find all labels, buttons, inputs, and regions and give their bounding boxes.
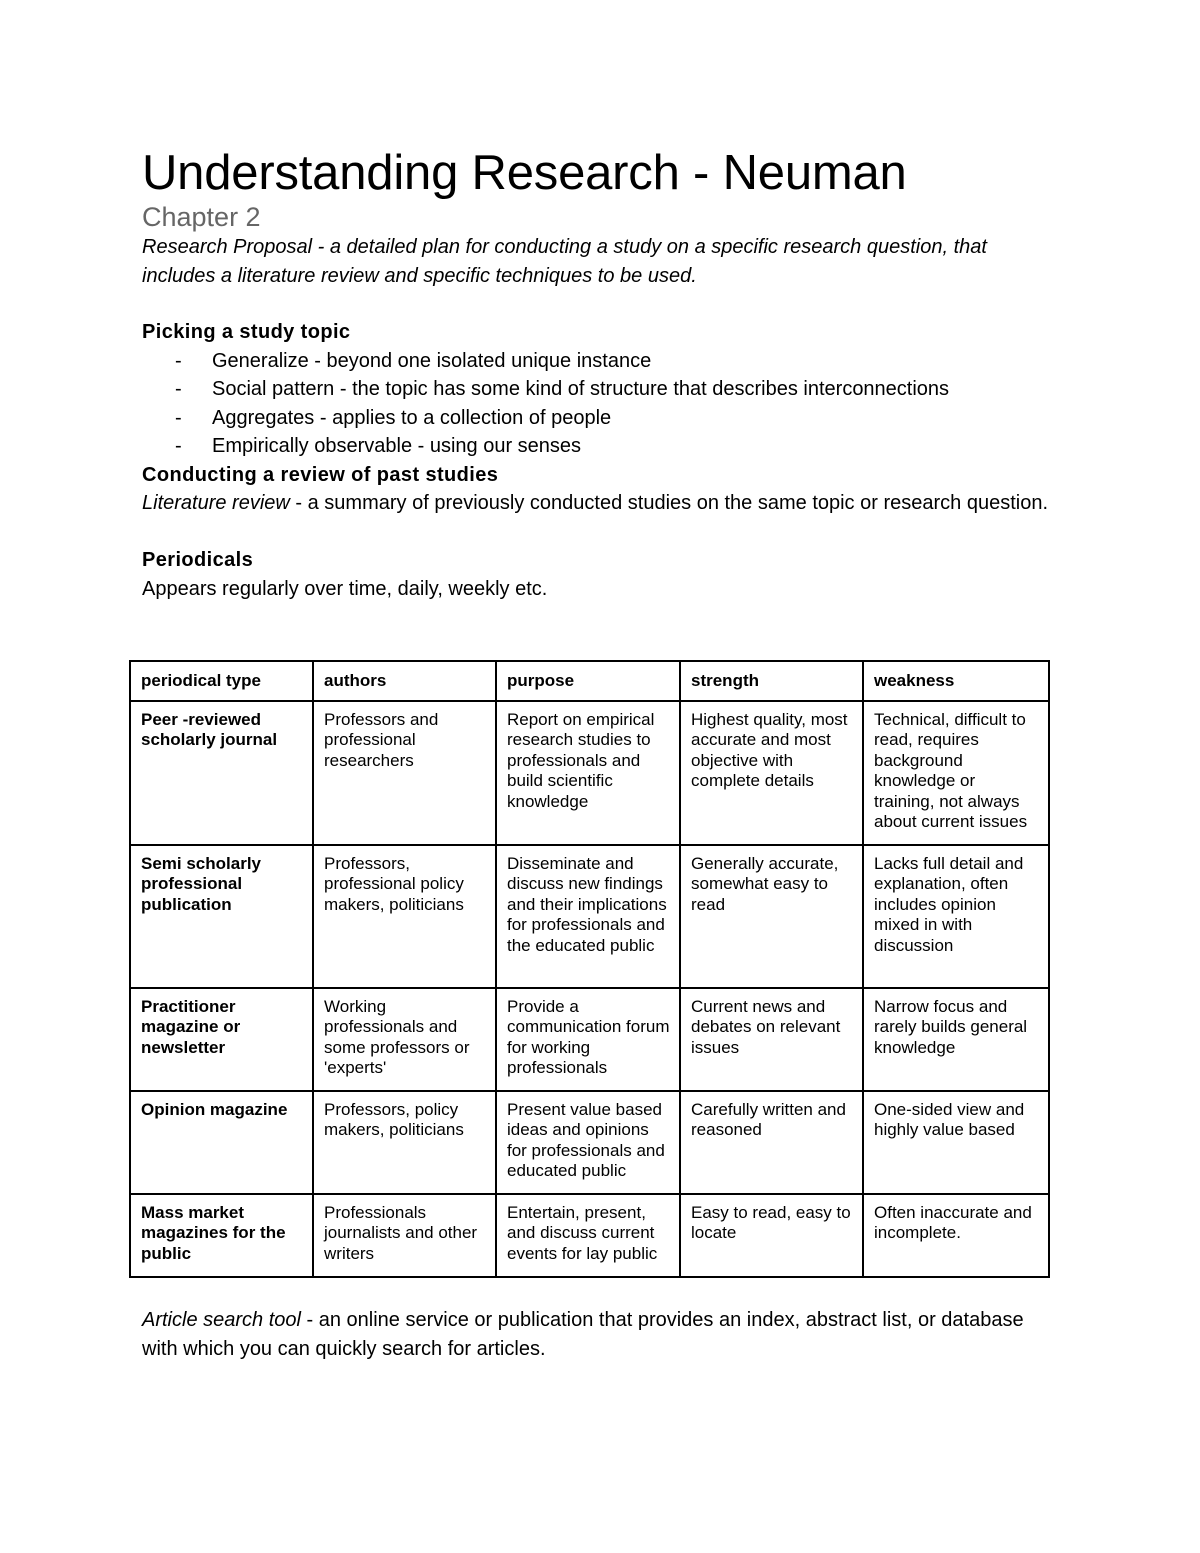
article-search-definition (142, 1306, 1062, 1363)
table-cell-strength: Easy to read, easy to locate (680, 1194, 863, 1277)
content-block (142, 318, 1062, 603)
table-cell-authors: Professors and professional researchers (313, 701, 496, 845)
dash-bullet: - (175, 378, 182, 400)
research-proposal-term: Research Proposal (142, 236, 313, 258)
table-row (130, 988, 1049, 1091)
header-cell-purpose: purpose (496, 661, 680, 701)
table-cell-purpose: Disseminate and discuss new findings and their implications for professionals and the educated public (496, 845, 680, 988)
table-row (130, 845, 1049, 988)
table-row (130, 701, 1049, 845)
table-cell-strength: Carefully written and reasoned (680, 1091, 863, 1194)
dash-bullet: - (175, 406, 182, 429)
table-cell-weakness: Often inaccurate and incomplete. (863, 1194, 1049, 1277)
header-cell-strength: strength (680, 661, 863, 701)
table-cell-purpose: Entertain, present, and discuss current events for lay public (496, 1194, 680, 1277)
periodicals-description: Appears regularly over time, daily, weekly etc. (142, 577, 548, 600)
table-cell-strength: Current news and debates on relevant issues (680, 988, 863, 1091)
literature-review-definition (142, 489, 1062, 518)
header-cell-authors: authors (313, 661, 496, 701)
table-cell-weakness: Lacks full detail and explanation, often includes opinion mixed in with discussion (863, 845, 1049, 988)
header-cell-weakness: weakness (863, 661, 1049, 701)
table-cell-weakness: Narrow focus and rarely builds general knowledge (863, 988, 1049, 1091)
dash-bullet: - (175, 435, 182, 457)
header-cell-periodical-type: periodical type (130, 661, 313, 701)
picking-topic-heading: Picking a study topic (142, 321, 351, 343)
list-item-text: Generalize - beyond one isolated unique instance (212, 349, 652, 372)
table-cell-weakness: Technical, difficult to read, requires background knowledge or training, not always about current issues (863, 701, 1049, 845)
list-item (142, 347, 1062, 376)
table-cell-authors: Professors, policy makers, politicians (313, 1091, 496, 1194)
article-search-term: Article search tool (142, 1309, 301, 1331)
periodicals-heading: Periodicals (142, 549, 254, 571)
list-item (142, 375, 1062, 404)
table-cell-type: Practitioner magazine or newsletter (130, 988, 313, 1091)
table-cell-strength: Generally accurate, somewhat easy to read (680, 845, 863, 988)
table-cell-strength: Highest quality, most accurate and most objective with complete details (680, 701, 863, 845)
table-cell-authors: Professionals journalists and other writers (313, 1194, 496, 1277)
table-cell-type: Semi scholarly professional publication (130, 845, 313, 988)
table-cell-purpose: Provide a communication forum for working professionals (496, 988, 680, 1091)
literature-review-text: - a summary of previously conducted studies on the same topic or research question. (289, 492, 1048, 514)
table-cell-type: Opinion magazine (130, 1091, 313, 1194)
table-cell-type: Peer -reviewed scholarly journal (130, 701, 313, 845)
dash-bullet: - (175, 349, 182, 372)
table-cell-authors: Professors, professional policy makers, politicians (313, 845, 496, 988)
article-search-text: - an online service or publication that provides an index, abstract list, or database with which you can quickly search for articles. (142, 1309, 1024, 1360)
table-cell-purpose: Present value based ideas and opinions for professionals and educated public (496, 1091, 680, 1194)
table-row (130, 1091, 1049, 1194)
research-proposal-text: - a detailed plan for conducting a study on a specific research question, that includes a literature review and specific techniques to be used. (142, 236, 987, 287)
table-header-row (130, 661, 1049, 701)
review-heading: Conducting a review of past studies (142, 463, 499, 486)
table-cell-weakness: One-sided view and highly value based (863, 1091, 1049, 1194)
list-item (142, 432, 1062, 461)
list-item (142, 404, 1062, 433)
table-cell-purpose: Report on empirical research studies to professionals and build scientific knowledge (496, 701, 680, 845)
picking-topic-list (142, 347, 1062, 461)
list-item-text: Empirically observable - using our senses (212, 435, 582, 457)
table-row (130, 1194, 1049, 1277)
table-cell-type: Mass market magazines for the public (130, 1194, 313, 1277)
chapter-subtitle: Chapter 2 (142, 202, 261, 232)
list-item-text: Social pattern - the topic has some kind of structure that describes interconnections (212, 378, 950, 400)
literature-review-term: Literature review (142, 492, 290, 514)
research-proposal-definition (142, 233, 1062, 290)
spacer (142, 518, 1062, 547)
list-item-text: Aggregates - applies to a collection of people (212, 406, 612, 429)
document-title: Understanding Research - Neuman (142, 146, 907, 200)
periodicals-table (129, 660, 1050, 1278)
table-cell-authors: Working professionals and some professors or 'experts' (313, 988, 496, 1091)
